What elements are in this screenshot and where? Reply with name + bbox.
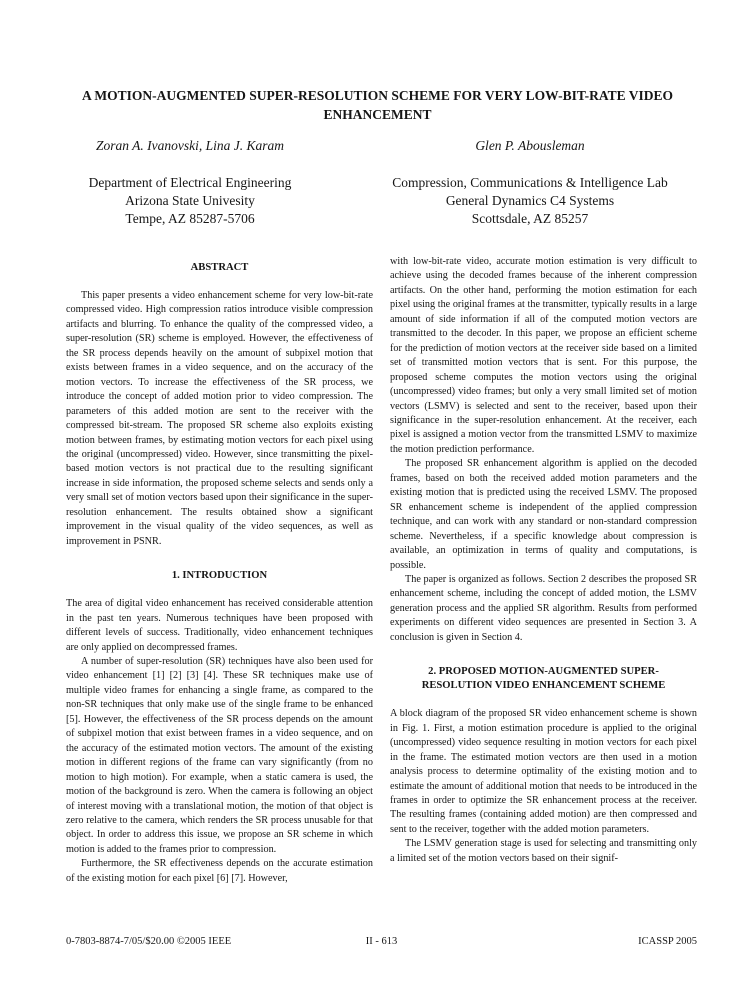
left-column (66, 255, 373, 887)
conference-name: ICASSP 2005 (638, 936, 697, 947)
right-column-paragraph-3: The paper is organized as follows. Section 2 describes the proposed SR enhancement scheme, including the concept of added motion, the LSMV generation process and the applied SR algorithm. Results from performed experiments on different video sequences are presented in Section 3. A conclusion is given in Section 4. (390, 573, 697, 643)
affiliation-right (360, 174, 700, 228)
affiliation-left-line-2: Arizona State Univesity (125, 193, 255, 208)
paper-title-text: A MOTION-AUGMENTED SUPER-RESOLUTION SCHEME FOR VERY LOW-BIT-RATE VIDEO ENHANCEMENT (82, 88, 673, 122)
page-number: II - 613 (365, 936, 398, 947)
authors-row (20, 138, 700, 154)
introduction-paragraph-2: A number of super-resolution (SR) techniques have also been used for video enhancement [1] [2] [3] [4]. These SR techniques make use of multiple video frames for enhancing a single frame, as compared to the non-SR techniques that only make use of the single frame to be enhanced [5]. However, the effectiveness of the SR process depends on the amount of subpixel motion that exist between frames in a video sequence, and on the accuracy of the estimated motion vectors. The amount of the existing motion in different regions of the frame can vary significantly (from no motion to high motion). For example, when a static camera is used, the motion of the background is zero. When the camera is following an object of interest moving with a translational motion, the motion of that object is zero relative to the camera, which renders the SR process unusable for that object. In order to address this issue, we propose an SR scheme in which motion is added to the frames prior to compression. (66, 655, 373, 855)
section2-heading: 2. PROPOSED MOTION-AUGMENTED SUPER-RESOLUTION VIDEO ENHANCEMENT SCHEME (421, 666, 666, 692)
abstract-heading: ABSTRACT (190, 262, 249, 273)
affiliation-right-line-1: Compression, Communications & Intelligence Lab (392, 175, 668, 190)
section2-paragraph-1: A block diagram of the proposed SR video enhancement scheme is shown in Fig. 1. First, a motion estimation procedure is applied to the original (uncompressed) video sequence resulting in motion vectors for each pixel in the frame. The estimated motion vectors are then used in a motion analysis process to determine optimality of the existing motion and to estimate the amount of additional motion that needs to be introduced in the frames in order to optimize the SR enhancement process at the receiver. The resulting frames (containing added motion) are then compressed and sent to the receiver, together with the added motion parameters. (390, 708, 697, 835)
right-column (390, 255, 697, 887)
affiliation-left (20, 174, 360, 228)
copyright-notice: 0-7803-8874-7/05/$20.00 ©2005 IEEE (66, 936, 232, 947)
right-column-paragraph-2: The proposed SR enhancement algorithm is applied on the decoded frames, based on both the received added motion parameters and the existing motion that is predicted using the received LSMV. The proposed SR enhancement scheme is independent of the applied compression technique, and can work with any standard or non-standard compression scheme. Nevertheless, if a specific knowledge about compression is available, an optimization in terms of quality and computations, is possible. (390, 458, 697, 571)
introduction-paragraph-3: Furthermore, the SR effectiveness depends on the accurate estimation of the existing motion for each pixel [6] [7]. However, (66, 858, 373, 884)
right-column-paragraph-1: with low-bit-rate video, accurate motion estimation is very difficult to achieve using the decoded frames because of the inherent compression artifacts. On the other hand, performing the motion estimation for each pixel using the original frames at the transmitter, typically results in a large amount of side information if all of the computed motion vectors are transmitted to the decoder. In this paper, we propose an efficient scheme for the prediction of motion vectors at the receiver side based on a limited set of transmitted motion vectors that is sent. For this purpose, the proposed scheme computes the motion vectors using the original (uncompressed) video frames; but only a very small limited set of motion vectors (LSMV) is selected and sent to the receiver, based upon their significance in the super-resolution enhancement. At the receiver, each pixel is assigned a motion vector from the transmitted LSMV to maximize the motion prediction performance. (390, 256, 697, 455)
two-column-body (66, 255, 697, 887)
page-footer (66, 936, 697, 950)
introduction-paragraph-1: The area of digital video enhancement has received considerable attention in the past ten years. Numerous techniques have been proposed with different levels of success. Traditionally, video enhancement techniques are only applied on decompressed frames. (66, 598, 373, 653)
authors-left: Zoran A. Ivanovski, Lina J. Karam (96, 138, 284, 153)
affiliation-left-line-3: Tempe, AZ 85287-5706 (125, 211, 255, 226)
affiliation-right-line-3: Scottsdale, AZ 85257 (471, 211, 589, 226)
affiliations-row (20, 174, 700, 228)
affiliation-left-line-1: Department of Electrical Engineering (88, 175, 292, 190)
section2-paragraph-2: The LSMV generation stage is used for selecting and transmitting only a limited set of the motion vectors based on their signif- (390, 838, 697, 864)
paper-title (0, 86, 755, 124)
affiliation-right-line-2: General Dynamics C4 Systems (445, 193, 615, 208)
authors-right: Glen P. Abousleman (475, 138, 585, 153)
introduction-heading: 1. INTRODUCTION (171, 570, 268, 582)
abstract-paragraph: This paper presents a video enhancement scheme for very low-bit-rate compressed video. High compression ratios introduce visible compression artifacts and blurring. To enhance the quality of the compressed video, a super-resolution (SR) scheme is employed. However, the effectiveness of the SR process depends heavily on the amount of subpixel motion that exists between frames in a video sequence, and on the accuracy of the motion vectors. To increase the effectiveness of the SR process, we introduce the concept of added motion prior to video compression. The parameters of this added motion are sent to the receiver with the compressed bit-stream. The proposed SR scheme also exploits existing motion between frames, by estimating motion vectors for each pixel using the original (uncompressed) video. However, since transmitting the pixel-based motion vectors is not practical due to the resulting significant increase in side information, the proposed scheme selects and sends only a very small set of motion vectors based upon their significance in the super-resolution enhancement. The results obtained show a significant improvement in the visual quality of the video sequences, as well as improvement in PSNR. (66, 290, 373, 547)
